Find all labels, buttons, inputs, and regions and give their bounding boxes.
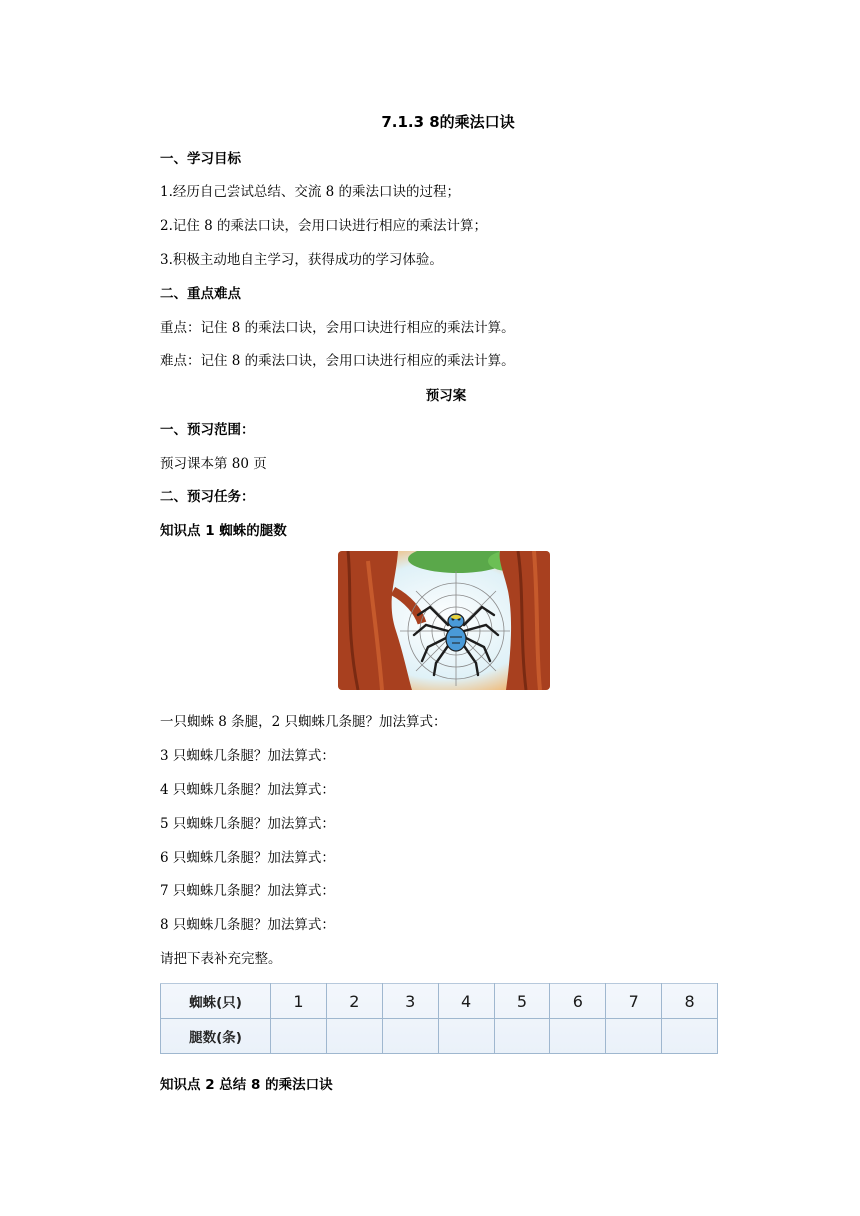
preview-task-heading: 二、预习任务： xyxy=(160,489,255,505)
goal-item-1: 1.经历自己尝试总结、交流 8 的乘法口诀的过程； xyxy=(160,184,461,200)
table-instruction: 请把下表补充完整。 xyxy=(160,951,282,967)
table-row-legs xyxy=(161,1019,718,1054)
table-cell-blank[interactable] xyxy=(662,1019,718,1054)
table-row-spiders xyxy=(161,984,718,1019)
row-label-spiders: 蜘蛛(只) xyxy=(161,984,271,1019)
table-cell-blank[interactable] xyxy=(550,1019,606,1054)
goal-item-3: 3.积极主动地自主学习，获得成功的学习体验。 xyxy=(160,252,443,268)
preview-title: 预习案 xyxy=(425,388,467,404)
spider-legs-table xyxy=(160,983,718,1054)
spider-illustration xyxy=(338,551,550,690)
question-2: 3 只蜘蛛几条腿？加法算式： xyxy=(160,748,335,764)
table-cell-number: 8 xyxy=(662,984,718,1019)
table-cell-blank[interactable] xyxy=(271,1019,327,1054)
key-point-text: 重点：记住 8 的乘法口诀，会用口诀进行相应的乘法计算。 xyxy=(160,320,515,336)
question-5: 6 只蜘蛛几条腿？加法算式： xyxy=(160,850,335,866)
table-cell-number: 6 xyxy=(550,984,606,1019)
table-cell-blank[interactable] xyxy=(326,1019,382,1054)
row-label-legs: 腿数(条) xyxy=(161,1019,271,1054)
table-cell-number: 1 xyxy=(271,984,327,1019)
table-cell-blank[interactable] xyxy=(494,1019,550,1054)
question-4: 5 只蜘蛛几条腿？加法算式： xyxy=(160,816,335,832)
table-cell-blank[interactable] xyxy=(382,1019,438,1054)
table-cell-blank[interactable] xyxy=(606,1019,662,1054)
table-cell-number: 5 xyxy=(494,984,550,1019)
page-title: 7.1.3 8的乘法口诀 xyxy=(381,113,515,131)
preview-range-text: 预习课本第 80 页 xyxy=(160,456,267,472)
table-cell-number: 4 xyxy=(438,984,494,1019)
spider-web-image xyxy=(338,551,550,690)
table-cell-blank[interactable] xyxy=(438,1019,494,1054)
knowledge-point-2-heading: 知识点 2 总结 8 的乘法口诀 xyxy=(160,1077,333,1093)
goal-item-2: 2.记住 8 的乘法口诀，会用口诀进行相应的乘法计算； xyxy=(160,218,488,234)
question-1: 一只蜘蛛 8 条腿，2 只蜘蛛几条腿？加法算式： xyxy=(160,714,447,730)
section-heading-keypoints: 二、重点难点 xyxy=(160,286,241,302)
knowledge-point-1-heading: 知识点 1 蜘蛛的腿数 xyxy=(160,523,287,539)
table-cell-number: 2 xyxy=(326,984,382,1019)
question-3: 4 只蜘蛛几条腿？加法算式： xyxy=(160,782,335,798)
question-6: 7 只蜘蛛几条腿？加法算式： xyxy=(160,883,335,899)
difficulty-text: 难点：记住 8 的乘法口诀，会用口诀进行相应的乘法计算。 xyxy=(160,353,515,369)
table-cell-number: 7 xyxy=(606,984,662,1019)
question-7: 8 只蜘蛛几条腿？加法算式： xyxy=(160,917,335,933)
section-heading-goals: 一、学习目标 xyxy=(160,151,241,167)
table-cell-number: 3 xyxy=(382,984,438,1019)
preview-range-heading: 一、预习范围： xyxy=(160,422,255,438)
